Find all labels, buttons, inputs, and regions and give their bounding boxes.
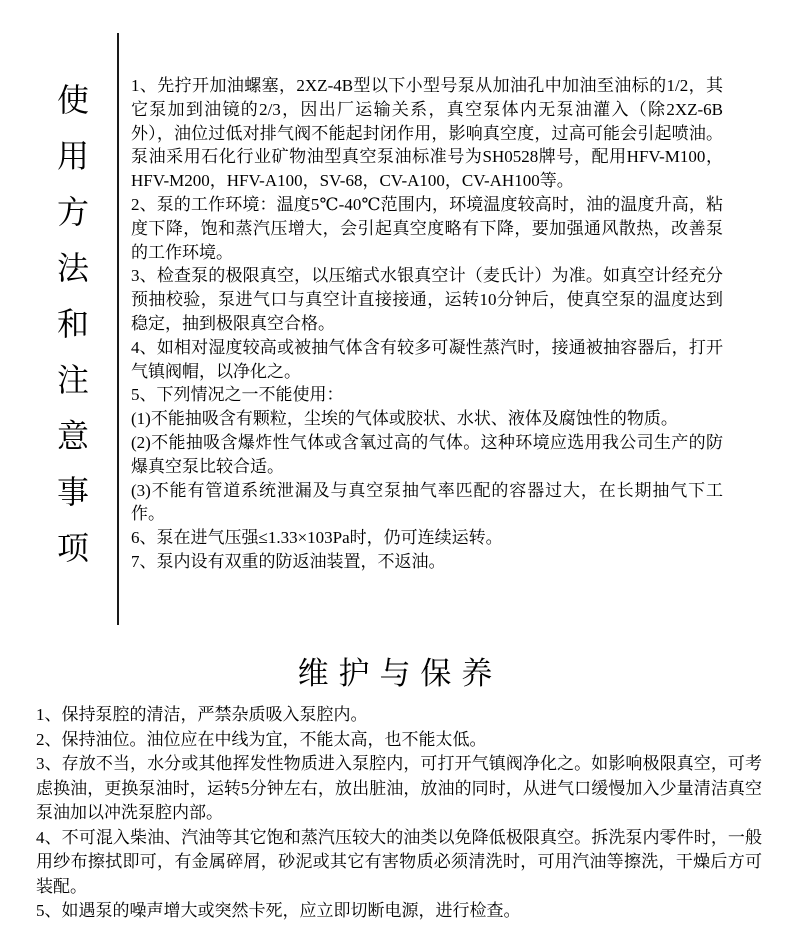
- instruction-item: 6、泵在进气压强≤1.33×103Pa时，仍可连续运转。: [131, 528, 503, 548]
- maintenance-section-title: 维护与保养: [297, 656, 503, 691]
- maintenance-item: 2、保持油位。油位应在中线为宜，不能太高，也不能太低。: [36, 729, 487, 749]
- instruction-item: 4、如相对湿度较高或被抽气体含有较多可凝性蒸汽时，接通被抽容器后，打开气镇阀帽，以净化之。: [131, 337, 723, 381]
- vertical-title-char: 和: [56, 306, 89, 342]
- maintenance-item: 4、不可混入柴油、汽油等其它饱和蒸汽压较大的油类以免降低极限真空。拆洗泵内零件时，一般用纱布擦拭即可，有金属碎屑，砂泥或其它有害物质必须清洗时，可用汽油等擦洗，干燥后方可装配。: [36, 827, 762, 896]
- vertical-title-char: 用: [56, 138, 89, 174]
- maintenance-item: 5、如遇泵的噪声增大或突然卡死，应立即切断电源，进行检查。: [36, 901, 521, 920]
- maintenance-item: 1、保持泵腔的清洁，严禁杂质吸入泵腔内。: [36, 705, 368, 724]
- instruction-item: 3、检查泵的极限真空，以压缩式水银真空计（麦氏计）为准。如真空计经充分预抽校验，泵进气口与真空计直接接通，运转10分钟后，使真空泵的温度达到稳定，抽到极限真空合格。: [131, 266, 723, 333]
- maintenance-item: 3、存放不当，水分或其他挥发性物质进入泵腔内，可打开气镇阀净化之。如影响极限真空，可考虑换油，更换泵油时，运转5分钟左右，放出脏油，放油的同时，从进气口缓慢加入少量清洁真空泵油加以冲洗泵腔内部。: [36, 754, 762, 822]
- vertical-title-char: 使: [56, 82, 89, 118]
- instruction-item: 1、先拧开加油螺塞，2XZ-4B型以下小型号泵从加油孔中加油至油标的1/2，其它泵加到油镜的2/3，因出厂运输关系，真空泵体内无泵油灌入（除2XZ-6B外），油位过低对排气阀不能起封闭作用，影响真空度，过高可能会引起喷油。泵油采用石化行业矿物油型真空泵油标准号为SH0528牌号，配用HFV-M100，HFV-M200，HFV-A100，SV-68，CV-A100，CV-AH100等。: [131, 76, 723, 191]
- vertical-title-char: 法: [56, 250, 89, 286]
- vertical-title-char: 意: [56, 418, 89, 454]
- instruction-subitem: (3)不能有管道系统泄漏及与真空泵抽气率匹配的容器过大，在长期抽气下工作。: [131, 480, 723, 524]
- vertical-section-title: [36, 84, 110, 564]
- vertical-title-char: 注: [56, 362, 89, 398]
- vertical-divider-line: [117, 33, 119, 625]
- instruction-subitem: (2)不能抽吸含爆炸性气体或含氧过高的气体。这种环境应选用我公司生产的防爆真空泵比较合适。: [131, 432, 723, 476]
- maintenance-list: [36, 703, 762, 924]
- instruction-item: 5、下列情况之一不能使用：: [131, 385, 344, 405]
- vertical-title-char: 事: [56, 474, 89, 510]
- vertical-title-char: 项: [56, 530, 89, 566]
- vertical-title-char: 方: [56, 194, 89, 230]
- instruction-item: 2、泵的工作环境：温度5℃-40℃范围内，环境温度较高时，油的温度升高，粘度下降，饱和蒸汽压增大，会引起真空度略有下降，要加强通风散热，改善泵的工作环境。: [131, 194, 723, 262]
- instruction-subitem: (1)不能抽吸含有颗粒，尘埃的气体或胶状、水状、液体及腐蚀性的物质。: [131, 409, 678, 429]
- instruction-item: 7、泵内设有双重的防返油装置，不返油。: [131, 551, 446, 571]
- instructions-list: [131, 74, 723, 574]
